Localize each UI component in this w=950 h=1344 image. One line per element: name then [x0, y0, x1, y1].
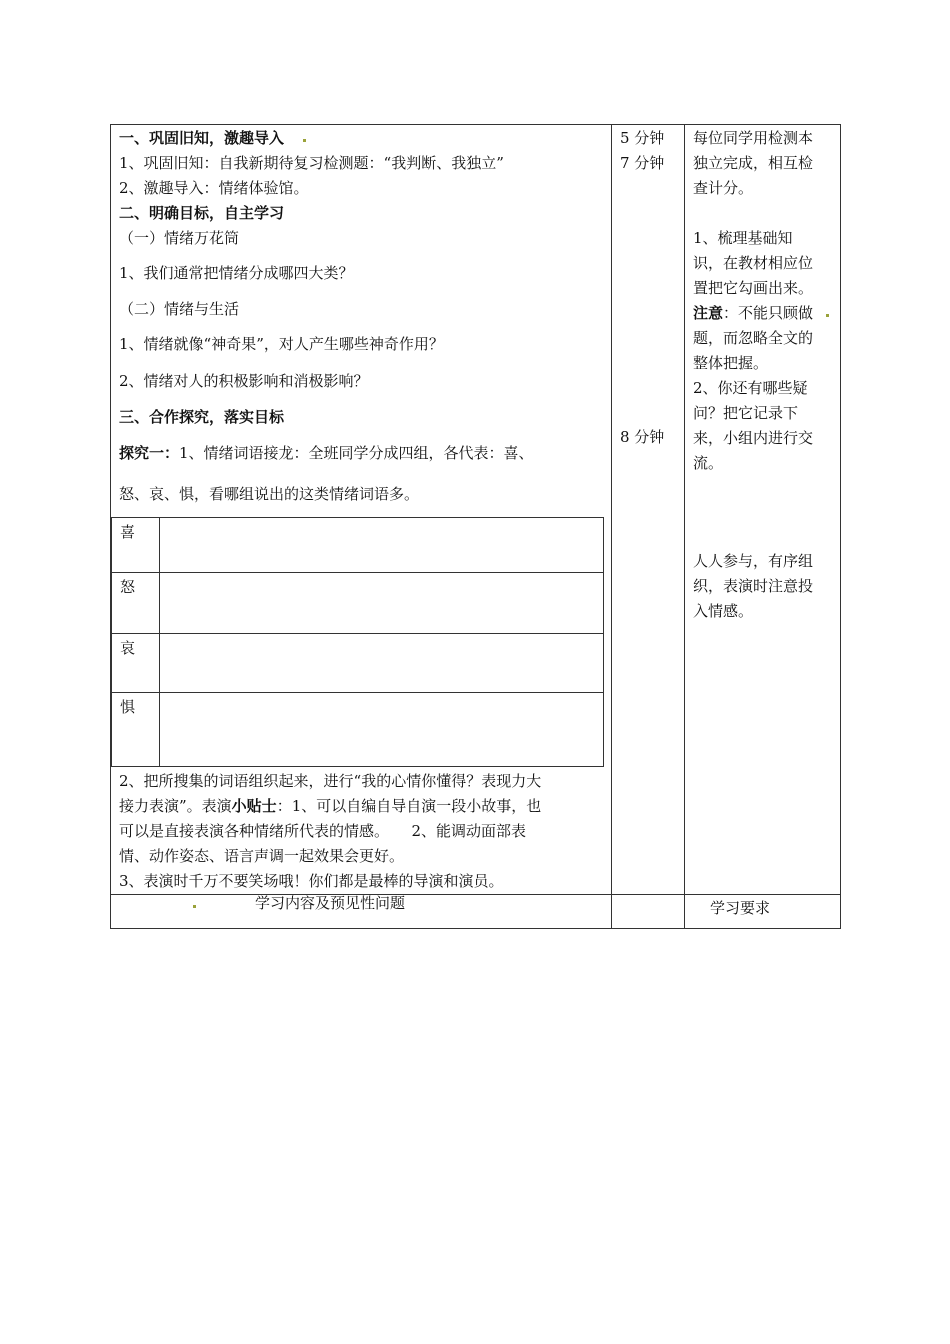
- emotion-row-divider: [111, 572, 604, 573]
- note-line: 整体把握。: [693, 354, 769, 372]
- requirement-4: [693, 549, 833, 624]
- requirement-1-line: 独立完成，相互检: [693, 154, 814, 172]
- requirement-4-line: 人人参与，有序组: [693, 552, 814, 570]
- explore-line2: 怒、哀、惧，看哪组说出的这类情绪词语多。: [119, 485, 420, 503]
- section3-title: 三、合作探究，落实目标: [119, 408, 285, 426]
- emotion-row-divider: [111, 633, 604, 634]
- tips-label: 小贴士: [231, 797, 277, 815]
- performance-line2-start: 接力表演”。表演: [119, 797, 232, 815]
- note-label: 注意: [693, 304, 724, 322]
- footer-divider: [110, 894, 841, 895]
- time-8min: 8 分钟: [620, 428, 665, 446]
- section2-question2: 1、情绪就像“神奇果”，对人产生哪些神奇作用？: [119, 335, 444, 353]
- footer-requirement-label: 学习要求: [710, 899, 771, 917]
- emotion-row-divider: [111, 692, 604, 693]
- section1-title: 一、巩固旧知，激趣导入: [119, 129, 285, 147]
- requirement-3-line: 2、你还有哪些疑: [693, 379, 808, 397]
- time-7min: 7 分钟: [620, 154, 665, 172]
- speck-mark: [826, 314, 829, 317]
- speck-mark: [303, 139, 306, 142]
- requirement-3-line: 来，小组内进行交: [693, 429, 814, 447]
- note-line: 题，而忽略全文的: [693, 329, 814, 347]
- section2-question1: 1、我们通常把情绪分成哪四大类？: [119, 264, 354, 282]
- emotion-label-joy: 喜: [120, 523, 136, 541]
- speck-mark: [193, 905, 196, 908]
- emotion-label-fear: 惧: [120, 698, 136, 716]
- requirement-2-line: 1、梳理基础知: [693, 229, 793, 247]
- explore-text: 1、情绪词语接龙：全班同学分成四组，各代表：喜、: [179, 444, 534, 462]
- section1-item2: 2、激趣导入：情绪体验馆。: [119, 179, 309, 197]
- performance-warning: 3、表演时千万不要笑场哦！你们都是最棒的导演和演员。: [119, 872, 504, 890]
- requirement-2: [693, 226, 833, 476]
- performance-line1: 2、把所搜集的词语组织起来，进行“我的心情你懂得？表现力大: [119, 772, 542, 790]
- section1-item1: 1、巩固旧知：自我新期待复习检测题：“我判断、我独立”: [119, 154, 504, 172]
- note-text: ：不能只顾做: [723, 304, 814, 322]
- section2-sub2: （二）情绪与生活: [119, 300, 240, 318]
- performance-line2-end: ：1、可以自编自导自演一段小故事，也: [276, 797, 542, 815]
- emotion-label-anger: 怒: [120, 578, 136, 596]
- emotion-label-sorrow: 哀: [120, 639, 136, 657]
- requirement-4-line: 入情感。: [693, 602, 754, 620]
- note-line: [693, 301, 833, 326]
- requirement-3-line: 流。: [693, 454, 724, 472]
- time-5min: 5 分钟: [620, 129, 665, 147]
- column-divider-2: [684, 124, 685, 929]
- explore-line1: [119, 441, 534, 465]
- performance-line4: 情、动作姿态、语言声调一起效果会更好。: [119, 847, 405, 865]
- emotion-table: [111, 517, 604, 767]
- requirement-1-line: 查计分。: [693, 179, 754, 197]
- requirement-1-line: 每位同学用检测本: [693, 129, 814, 147]
- requirement-2-line: 置把它勾画出来。: [693, 279, 814, 297]
- requirement-1: [693, 126, 833, 201]
- explore-label: 探究一：: [119, 444, 180, 462]
- requirement-2-line: 识，在教材相应位: [693, 254, 814, 272]
- section2-sub1: （一）情绪万花筒: [119, 229, 240, 247]
- column-divider-1: [611, 124, 612, 929]
- performance-line3: 可以是直接表演各种情绪所代表的情感。 2、能调动面部表: [119, 822, 527, 840]
- requirement-4-line: 织，表演时注意投: [693, 577, 814, 595]
- section2-question3: 2、情绪对人的积极影响和消极影响？: [119, 372, 369, 390]
- emotion-table-divider: [159, 517, 160, 767]
- section2-title: 二、明确目标，自主学习: [119, 204, 285, 222]
- footer-content-label: 学习内容及预见性问题: [255, 894, 406, 912]
- performance-line2: [119, 794, 541, 818]
- requirement-3-line: 问？把它记录下: [693, 404, 799, 422]
